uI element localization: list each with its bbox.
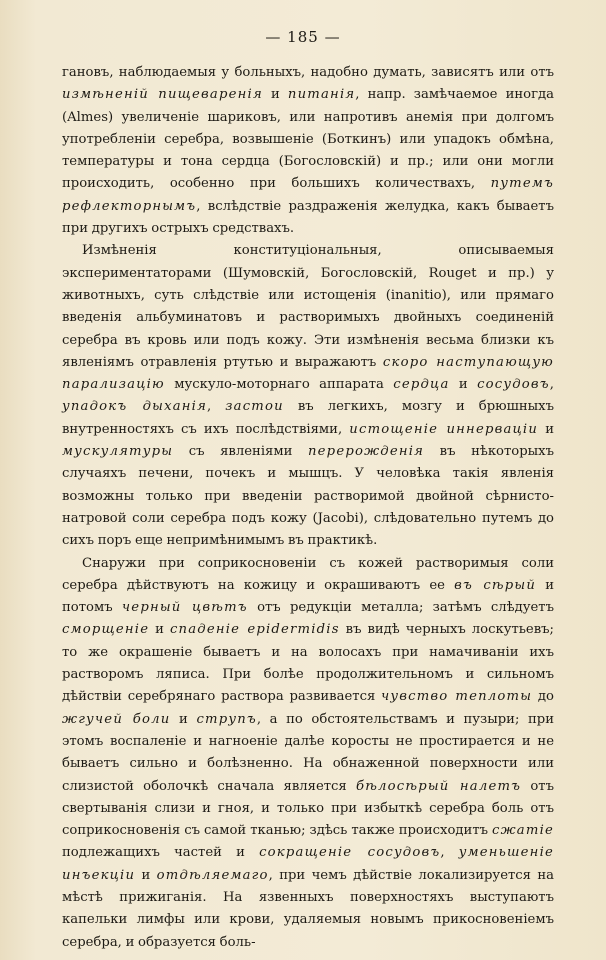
paragraph: [62, 62, 554, 240]
spaced-emphasis-text: мускулятуры: [62, 444, 174, 460]
spaced-emphasis-text: отдѣляемаго: [156, 867, 269, 883]
text-run: и потомъ: [62, 577, 554, 616]
text-run: отъ редукціи металла; затѣмъ слѣдуетъ: [247, 600, 554, 616]
spaced-emphasis-text: скоро наступающую парализацію: [62, 354, 554, 393]
text-run: , при чемъ дѣйствіе локализируется на мѣстѣ прижиганія. На язвенныхъ поверхностяхъ выступаютъ капельки лимфы или крови, удаляемыя новымъ прикосновеніемъ серебра, и образуется боль-: [62, 867, 554, 950]
text-run: , вслѣдствіе раздраженія желудка, какъ бываетъ при другихъ острыхъ средствахъ.: [62, 198, 554, 237]
text-run: и: [538, 421, 554, 437]
text-run: , а по обстоятельствамъ и пузыри; при этомъ воспаленіе и нагноеніе далѣе коросты не простирается и не бываетъ сильно и болѣзненно. На обнаженной поверхности или слизистой оболочкѣ сначала является: [62, 711, 554, 794]
spaced-emphasis-text: сокращеніе сосудовъ: [259, 845, 441, 861]
spaced-emphasis-text: сосудовъ: [477, 377, 550, 393]
text-run: , напр. замѣчаемое иногда (Almes) увеличеніе шариковъ, или напротивъ анемія при долгомъ употребленіи серебра, возвышеніе (Боткинъ) или упадокъ обмѣна, температуры и тона сердца (Богословскій) и пр.; или они могли происходить, особенно при большихъ количествахъ,: [62, 87, 554, 192]
spaced-emphasis-text: уменьшеніе инъекціи: [62, 845, 554, 883]
spaced-emphasis-text: путемъ рефлекторнымъ: [62, 176, 554, 214]
spaced-emphasis-text: измѣненій пищеваренія: [62, 87, 263, 103]
spaced-emphasis-text: перерожденія: [307, 444, 425, 460]
spaced-emphasis-text: спаденіе epidermidis: [169, 622, 340, 638]
spaced-emphasis-text: застои: [225, 399, 284, 415]
text-run: до: [532, 689, 554, 705]
text-run: и: [135, 867, 157, 883]
paragraph: [62, 240, 554, 552]
text-run: подлежащихъ частей и: [62, 845, 260, 861]
spaced-emphasis-text: въ сѣрый: [454, 577, 537, 593]
spaced-emphasis-text: питанія: [287, 87, 356, 103]
text-run: Измѣненія конституціональныя, описываемыя экспериментаторами (Шумовскій, Богословскій, Rouget и пр.) у животныхъ, суть слѣдствіе или истощенія (inanitio), или прямаго введенія альбуминатовъ и растворимыхъ двойныхъ соединеній серебра въ кровь или подъ кожу. Эти измѣненія весьма близки къ явленіямъ отравленія ртутью и выражаютъ: [62, 243, 554, 370]
text-run: отъ свертыванія слизи и гноя, и только при избыткѣ серебра боль отъ соприкосновенія съ самой тканью; здѣсь также происходитъ: [62, 778, 554, 839]
spaced-emphasis-text: сжатіе: [492, 823, 554, 839]
spaced-emphasis-text: струпъ: [196, 711, 257, 727]
text-run: и: [149, 622, 170, 638]
text-run: въ нѣкоторыхъ случаяхъ печени, почекъ и мышцъ. У человѣка такія явленія возможны только при введеніи растворимой двойной сѣрнисто-натровой соли серебра подъ кожу (Jacobi), слѣдовательно путемъ до сихъ поръ еще непримѣнимымъ въ практикѣ.: [62, 444, 555, 549]
spaced-emphasis-text: жгучей боли: [62, 711, 171, 727]
text-run: и: [449, 377, 478, 393]
spaced-emphasis-text: чувство теплоты: [381, 689, 533, 705]
spaced-emphasis-text: сморщеніе: [62, 622, 150, 638]
spaced-emphasis-text: истощеніе иннерваціи: [349, 421, 539, 437]
spaced-emphasis-text: сердца: [393, 377, 450, 393]
text-run: въ легкихъ, мозгу и брюшныхъ внутренностяхъ съ ихъ послѣдствіями,: [62, 399, 554, 437]
paragraph: [62, 553, 554, 954]
text-run: ,: [207, 399, 226, 415]
text-run: ,: [440, 845, 459, 861]
text-run: съ явленіями: [173, 444, 308, 460]
text-run: ,: [549, 377, 554, 393]
text-run: гановъ, наблюдаемыя у больныхъ, надобно думать, зависятъ или отъ: [62, 65, 554, 80]
text-run: и: [262, 87, 288, 103]
spaced-emphasis-text: упадокъ дыханія: [62, 399, 208, 415]
text-run: Снаружи при соприкосновеніи съ кожей растворимыя соли серебра дѣйствуютъ на кожицу и окрашиваютъ ее: [62, 555, 554, 593]
body-text: [62, 62, 554, 954]
text-run: и: [170, 711, 197, 727]
text-run: мускуло-моторнаго аппарата: [164, 377, 394, 393]
spaced-emphasis-text: черный цвѣтъ: [121, 600, 248, 616]
spaced-emphasis-text: бѣлосѣрый налетъ: [355, 778, 522, 794]
page-number: — 185 —: [265, 28, 341, 46]
text-run: въ видѣ черныхъ лоскутьевъ; то же окрашеніе бываетъ и на волосахъ при намачиваніи ихъ растворомъ ляписа. При болѣе продолжительномъ и сильномъ дѣйствіи серебрянаго раствора развивается: [62, 622, 554, 705]
